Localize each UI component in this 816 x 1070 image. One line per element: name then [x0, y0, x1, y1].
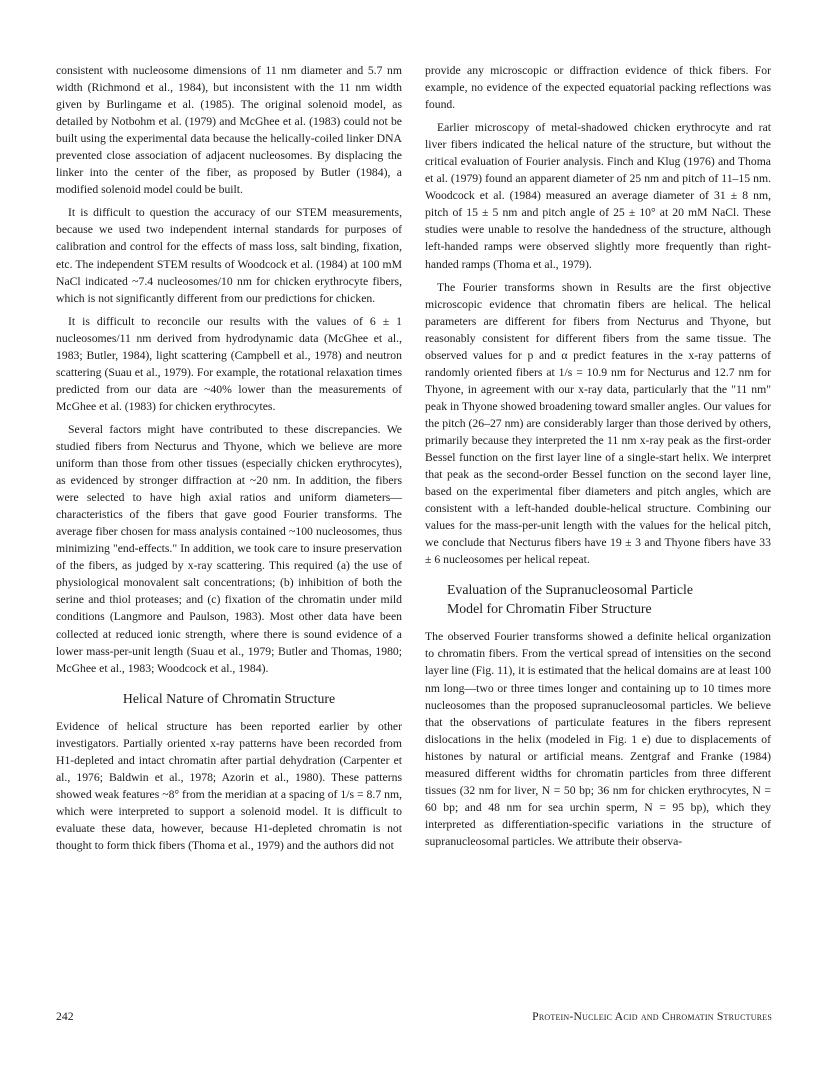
page-number: 242: [56, 1010, 74, 1023]
right-paragraph-1: provide any microscopic or diffraction evidence of thick fibers. For example, no evidence of the expected equatorial packing reflections was found.: [425, 64, 771, 112]
right-paragraph-2: Earlier microscopy of metal-shadowed chicken erythrocyte and rat liver fibers indicated the helical nature of the structure, but without the critical evaluation of Fourier analysis. Finch and Klug (1976) and Thoma et al. (1979) found an apparent diameter of 25 nm and pitch of 11–15 nm. Woodcock et al. (1984) measured an average diameter of 31 ± 8 nm, pitch of 15 ± 5 nm and pitch angle of 25 ± 10° at 20 mM NaCl. These studies were unable to resolve the handedness of the structure, although left-handed ramps were observed slightly more frequently than right-handed ramps (Thoma et al., 1979).: [425, 121, 771, 271]
left-paragraph-5: Evidence of helical structure has been reported earlier by other investigators. Partially oriented x-ray patterns have been recorded from H1-depleted and intact chromatin after partial dehydration (Carpenter et al., 1976; Baldwin et al., 1978; Azorin et al., 1980). These patterns showed weak features ~8° from the meridian at a spacing of 1/s = 8.7 nm, which were interpreted to support a solenoid model. It is difficult to evaluate these data, however, because H1-depleted chromatin is not thought to form thick fibers (Thoma et al., 1979) and the authors did not: [56, 719, 402, 852]
right-paragraph-4: The observed Fourier transforms showed a definite helical organization to chromatin fibers. From the vertical spread of intensities on the second layer line (Fig. 11), it is estimated that the helical domains are at least 100 nm long—two or three times longer and containing up to 10 times more nucleosomes than the proposed supranucleosomal particles. We believe that the observations of particulate features in the fibers represent dislocations in the helix (modeled in Fig. 1 e) due to displacements of histones by natural or artificial means. Zentgraf and Franke (1984) measured different widths for chromatin particles from three different tissues (32 nm for liver, N = 50 bp; 36 nm for chicken erythrocytes, N = 60 bp; and 48 nm for sea urchin sperm, N = 95 bp), which they interpreted as differentiation-specific variations in the structure of supranucleosomal particles. We attribute their observa-: [425, 630, 771, 848]
left-column: [56, 62, 402, 854]
section-heading-supranucleosomal: Evaluation of the Supranucleosomal Particle Model for Chromatin Fiber Structure: [447, 582, 693, 617]
right-paragraph-3: The Fourier transforms shown in Results are the first objective microscopic evidence that chromatin fibers are helical. The helical parameters are different for fibers from Necturus and Thyone, but reasonably consistent for different fibers from the same tissue. The observed values for p and α predict features in the x-ray patterns of randomly oriented fibers at 1/s = 10.9 nm for Necturus and 12.7 nm for Thyone, in agreement with our x-ray data, particularly that the "11 nm" peak in Thyone showed broadening toward smaller angles. Our values for the pitch (26–27 nm) are considerably larger than those derived by others, primarily because they interpreted the 11 nm x-ray peak as the first-order Bessel function on the first layer line of a single-start helix. We interpret that peak as the second-order Bessel function on the second layer line, based on the experimental fiber diameters and pitch angles, which are consistent with a left-handed double-helical structure. Combining our values for the mass-per-unit length with the values for the helical pitch, we conclude that Necturus fibers have 19 ± 3 and Thyone fibers have 33 ± 6 nucleosomes per helical repeat.: [425, 280, 771, 567]
left-paragraph-4: Several factors might have contributed to these discrepancies. We studied fibers from Necturus and Thyone, which we believe are more uniform than those from other tissues (especially chicken erythrocytes), as evidenced by stronger diffraction at ~20 nm. In addition, the fibers were selected to have high axial ratios and uniform diameters—characteristics of the fibers that gave good Fourier transforms. The average fiber chosen for mass analysis contained ~100 nucleosomes, thus minimizing "end-effects." In addition, we took care to insure preservation of the fibers, as judged by x-ray scattering. This required (a) the use of physiological monovalent salt concentrations; (b) inhibition of both the serine and thiol proteases; and (c) fixation of the chromatin under mild conditions (Langmore and Paulson, 1983). Most other data have been collected at reduced ionic strength, where there is sound evidence of a lower mass-per-unit length (Suau et al., 1979; Butler and Thomas, 1980; McGhee et al., 1983; Woodcock et al., 1984).: [56, 422, 402, 675]
left-paragraph-2: It is difficult to question the accuracy of our STEM measurements, because we used two independent internal standards for purposes of calibration and control for the effects of mass loss, salt binding, fixation, etc. The independent STEM results of Woodcock et al. (1984) at 100 mM NaCl indicated ~7.4 nucleosomes/10 nm for chicken erythrocyte fibers, which is not significantly different from our predictions for chicken.: [56, 206, 402, 305]
left-paragraph-3: It is difficult to reconcile our results with the values of 6 ± 1 nucleosomes/11 nm derived from hydrodynamic data (McGhee et al., 1983; Butler, 1984), light scattering (Campbell et al., 1978) and neutron scattering (Suau et al., 1979). For example, the rotational relaxation times predicted from our data are ~40% lower than the measurements of McGhee et al. (1983) for chicken erythrocytes.: [56, 314, 402, 413]
left-paragraph-1: consistent with nucleosome dimensions of 11 nm diameter and 5.7 nm width (Richmond et al., 1984), but inconsistent with the 11 nm width given by Burlingame et al. (1985). The original solenoid model, as detailed by Notbohm et al. (1979) and McGhee et al. (1983) could not be built using the experimental data because the helically-coiled linker DNA prevented close association of adjacent nucleosomes. By displacing the linker into the center of the fiber, as proposed by Butler (1984), a modified solenoid model could be built.: [56, 64, 402, 197]
section-heading-helical-nature: Helical Nature of Chromatin Structure: [122, 690, 336, 706]
running-head: Protein-Nucleic Acid and Chromatin Structures: [532, 1010, 772, 1023]
right-column: [425, 62, 771, 850]
page-footer: [56, 1010, 772, 1028]
